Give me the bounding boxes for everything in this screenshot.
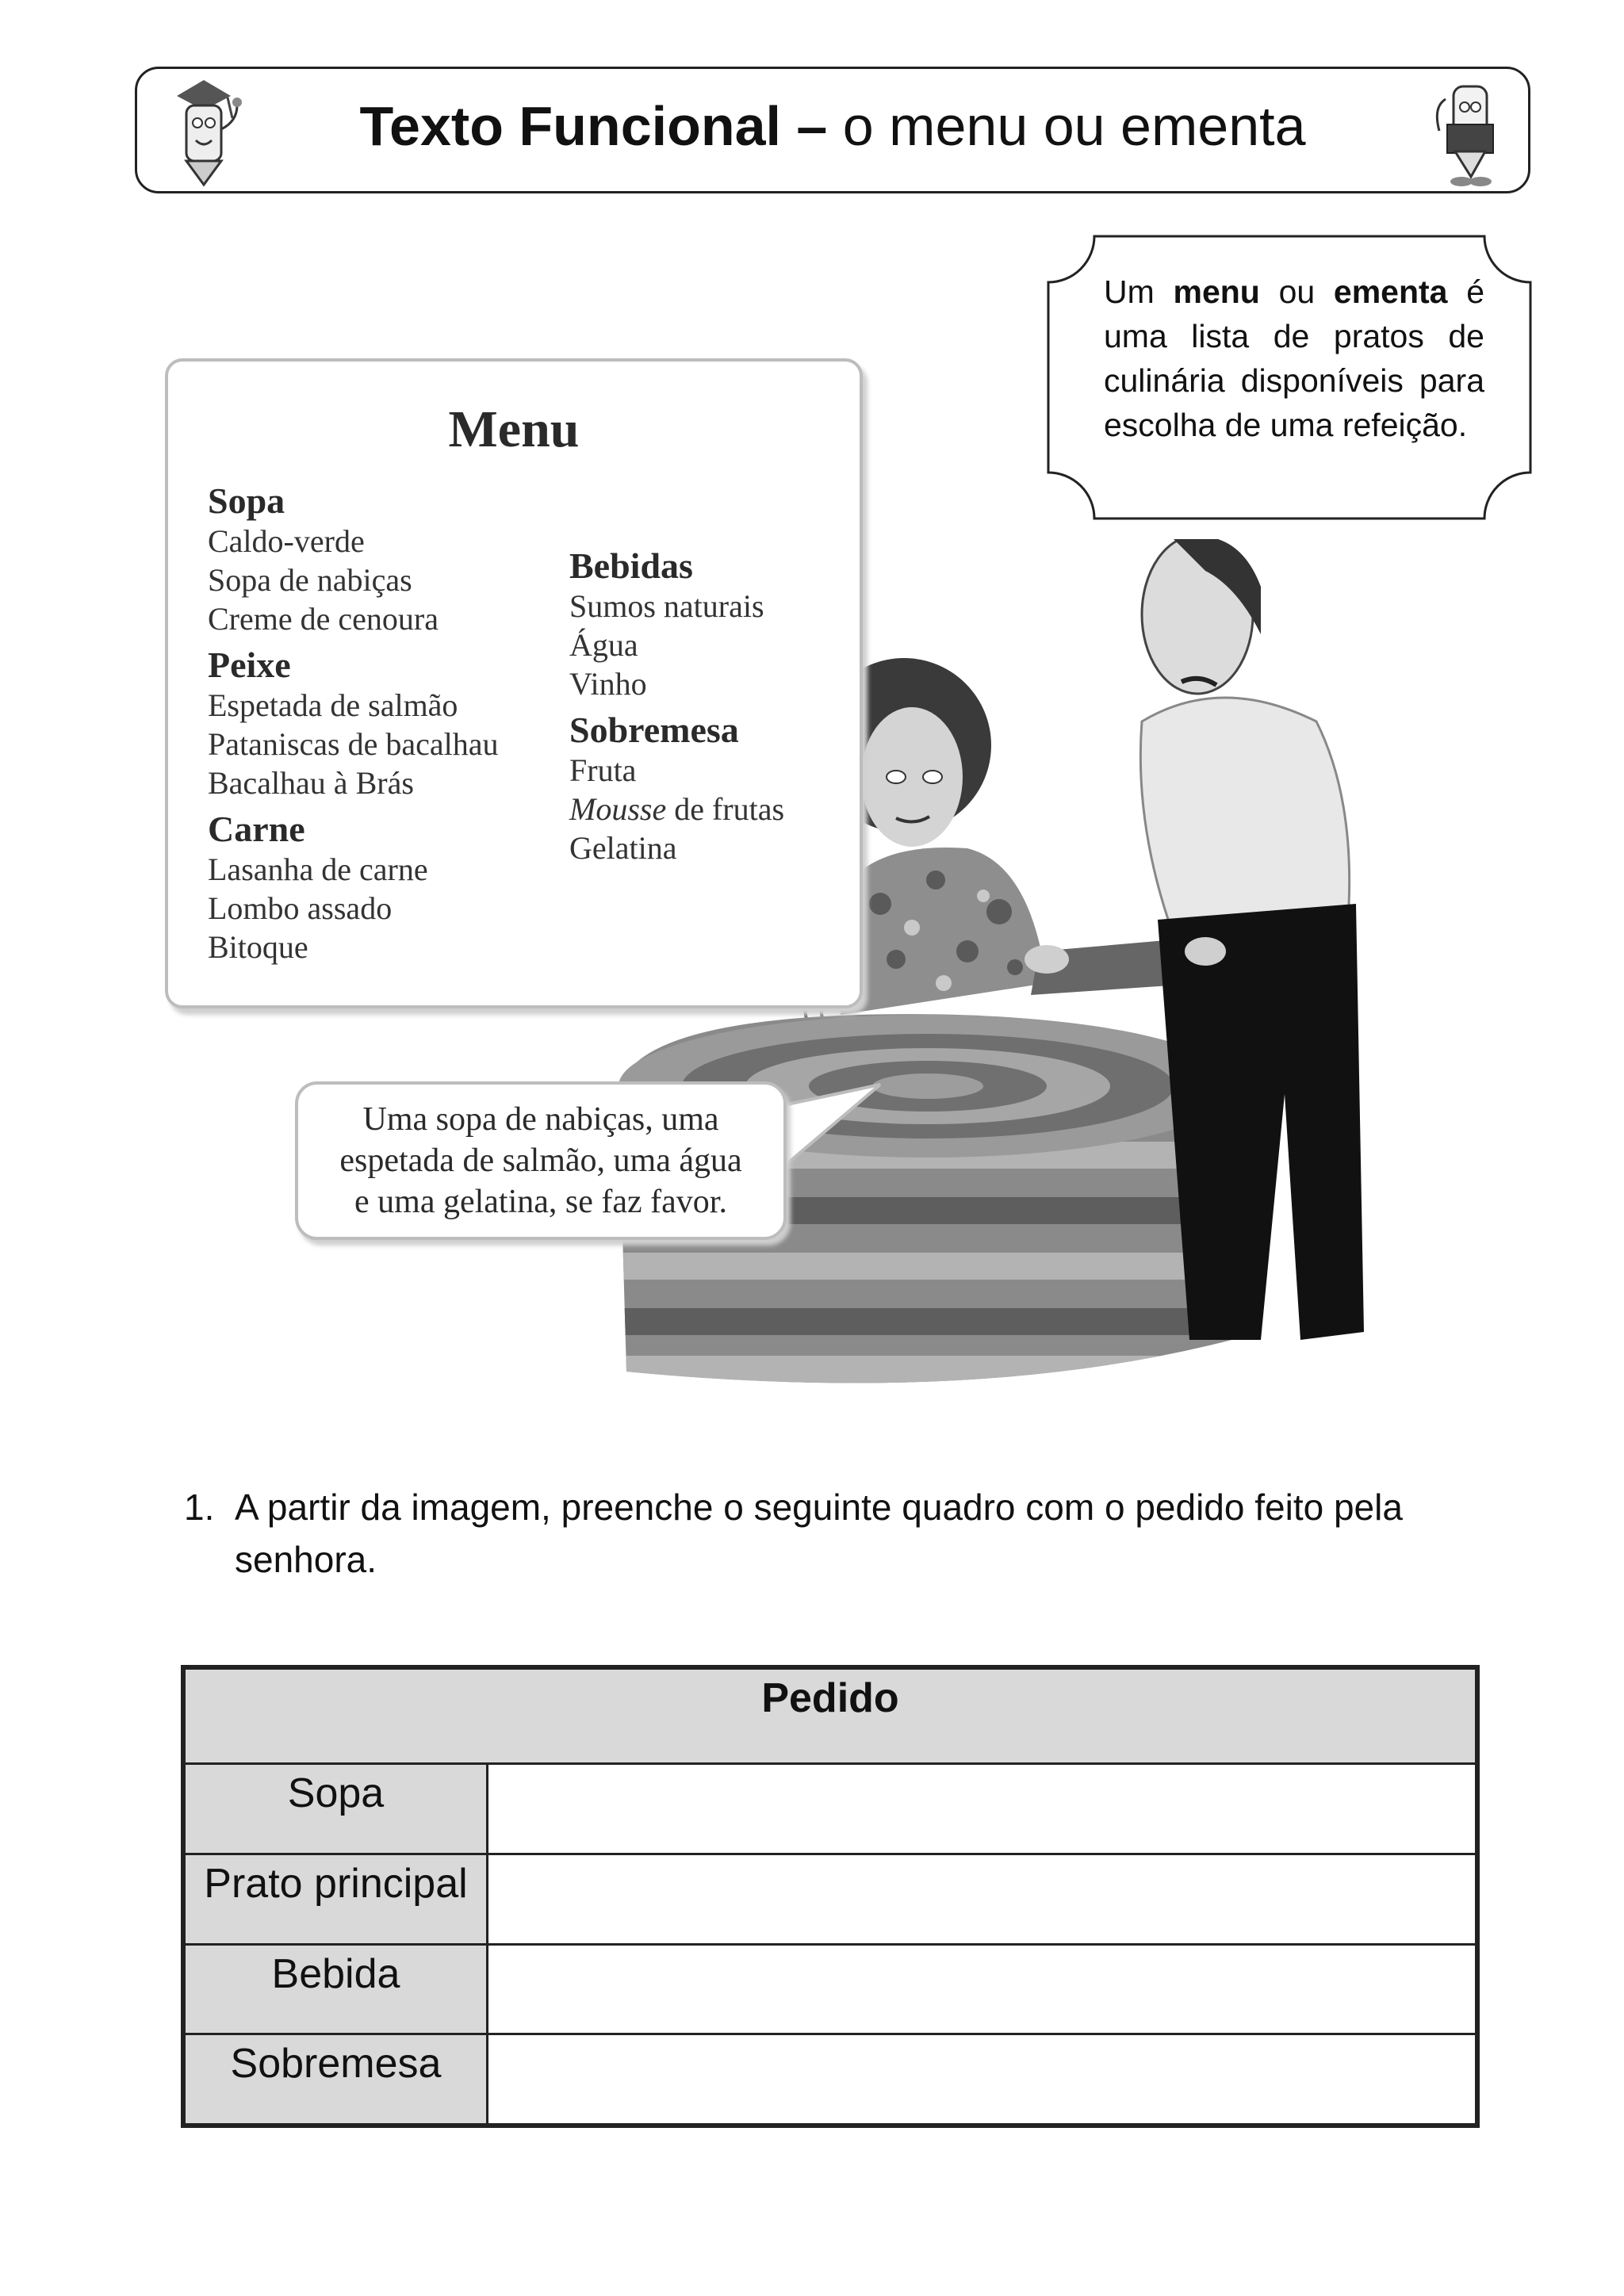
- menu-section-bebidas: Bebidas Sumos naturais Água Vinho: [569, 545, 784, 703]
- header-banner: [135, 67, 1530, 193]
- table-row: [185, 1854, 1477, 1944]
- pencil-mascot-reading-icon: [1422, 75, 1517, 190]
- menu-item: Lasanha de carne: [208, 851, 428, 887]
- row-label-sobremesa: Sobremesa: [185, 2034, 488, 2125]
- menu-item: Espetada de salmão: [208, 687, 458, 723]
- order-table: [181, 1665, 1480, 2128]
- row-label-sopa: Sopa: [185, 1764, 488, 1854]
- menu-section-sopa: Sopa Caldo-verde Sopa de nabiças Creme de cenoura: [208, 480, 499, 638]
- definition-text: Um menu ou ementa é uma lista de pratos de culinária disponíveis para escolha de uma refeição.: [1104, 274, 1485, 443]
- table-row: [185, 1764, 1477, 1854]
- menu-column-right: [569, 545, 784, 874]
- restaurant-menu-card: [165, 358, 863, 1008]
- menu-item: Fruta: [569, 752, 637, 788]
- menu-section-peixe: Peixe Espetada de salmão Pataniscas de bacalhau Bacalhau à Brás: [208, 645, 499, 801]
- table-header: Pedido: [185, 1669, 1477, 1764]
- table-row: [185, 1944, 1477, 2034]
- table-row: [185, 2034, 1477, 2125]
- page-title: Texto Funcional – o menu ou ementa: [359, 95, 1306, 157]
- menu-item: Caldo-verde: [208, 523, 365, 559]
- speech-text: Uma sopa de nabiças, uma espetada de salmão, uma água e uma gelatina, se faz favor.: [339, 1101, 742, 1220]
- menu-item: Creme de cenoura: [208, 601, 439, 637]
- answer-field-bebida[interactable]: [488, 1944, 1477, 2034]
- menu-item: Pataniscas de bacalhau: [208, 726, 499, 762]
- row-label-prato-principal: Prato principal: [185, 1854, 488, 1944]
- menu-item: Bitoque: [208, 929, 308, 965]
- menu-section-sobremesa: Sobremesa Fruta Mousse de frutas Gelatina: [569, 710, 785, 866]
- menu-item: Lombo assado: [208, 890, 393, 926]
- menu-item: Bacalhau à Brás: [208, 765, 414, 801]
- menu-item: Mousse de frutas: [569, 791, 785, 827]
- menu-item: Sumos naturais: [569, 588, 764, 624]
- speech-bubble: [295, 1081, 787, 1240]
- menu-title: Menu: [448, 400, 580, 458]
- menu-item: Vinho: [569, 666, 647, 702]
- menu-section-carne: Carne Lasanha de carne Lombo assado Bitoque: [208, 809, 499, 966]
- menu-item: Água: [569, 627, 638, 663]
- menu-item: Sopa de nabiças: [208, 562, 412, 598]
- answer-field-sopa[interactable]: [488, 1764, 1477, 1854]
- question-text: A partir da imagem, preenche o seguinte quadro com o pedido feito pela senhora.: [235, 1487, 1403, 1580]
- answer-field-sobremesa[interactable]: [488, 2034, 1477, 2125]
- question-number: 1.: [184, 1487, 215, 1528]
- menu-column-left: [208, 480, 499, 973]
- row-label-bebida: Bebida: [185, 1944, 488, 2034]
- answer-field-prato-principal[interactable]: [488, 1854, 1477, 1944]
- menu-item: Gelatina: [569, 830, 677, 866]
